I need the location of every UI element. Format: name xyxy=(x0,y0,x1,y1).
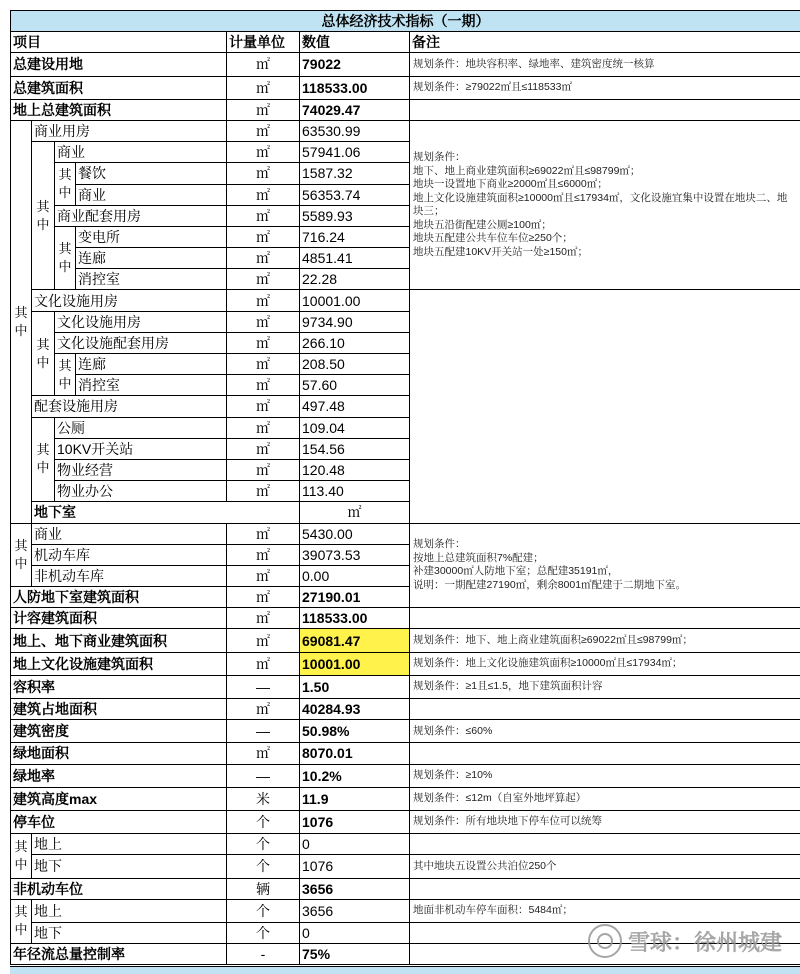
row-value: 8070.01 xyxy=(300,743,410,764)
row-label: 人防地下室建筑面积 xyxy=(11,587,227,608)
row-value: 1076 xyxy=(300,855,410,878)
row-value: 5589.93 xyxy=(300,205,410,226)
row-note: 规划条件：≤12m（自室外地坪算起） xyxy=(410,787,800,810)
row-value: 266.10 xyxy=(300,332,410,353)
row-value-highlighted: 10001.00 xyxy=(300,652,410,675)
planning-note-above: 规划条件： 地下、地上商业建筑面积≥69022㎡且≤98799㎡； 地块一设置地下商业≥2000㎡且≤6000㎡； 地上文化设施建筑面积≥10000㎡且≤17934㎡，文化设施宜集中设置在地块二、地块三； 地块五沿街配建公厕≥100㎡； 地块五配建公共车位车位≥250个； 地块五配建10KV开关站一处≥150㎡； xyxy=(410,120,800,290)
header-item: 项目 xyxy=(11,32,227,53)
row-label: 非机动车库 xyxy=(32,565,227,586)
qizhong-label: 其 中 xyxy=(11,120,32,523)
table-row xyxy=(11,720,800,743)
row-value: 11.9 xyxy=(300,787,410,810)
table-row xyxy=(11,743,800,764)
row-unit: ㎡ xyxy=(227,481,300,502)
row-value: 118533.00 xyxy=(300,76,410,99)
row-value: 57.60 xyxy=(300,375,410,396)
qizhong-label: 其 中 xyxy=(11,523,32,587)
row-unit: 个 xyxy=(227,834,300,855)
row-note: 地面非机动车停车面积：5484㎡； xyxy=(410,899,800,922)
table-row xyxy=(11,878,800,899)
table-row xyxy=(11,629,800,652)
row-value: 9734.90 xyxy=(300,311,410,332)
row-unit: ㎡ xyxy=(227,629,300,652)
table-row xyxy=(11,652,800,675)
table-row xyxy=(11,120,800,141)
row-value: 50.98% xyxy=(300,720,410,743)
row-label: 建筑占地面积 xyxy=(11,699,227,720)
row-label: 商业配套用房 xyxy=(55,205,227,226)
watermark xyxy=(588,923,782,959)
row-value: 10.2% xyxy=(300,764,410,787)
table-row xyxy=(11,787,800,810)
row-value: 22.28 xyxy=(300,269,410,290)
row-unit: ㎡ xyxy=(227,53,300,76)
row-unit: ㎡ xyxy=(227,120,300,141)
qizhong-label: 其 中 xyxy=(11,834,32,878)
row-value-highlighted: 69081.47 xyxy=(300,629,410,652)
row-unit: ㎡ xyxy=(227,438,300,459)
row-value: 120.48 xyxy=(300,459,410,480)
row-unit: ㎡ xyxy=(227,417,300,438)
row-label: 停车位 xyxy=(11,810,227,833)
row-unit: - xyxy=(227,944,300,965)
row-label: 文化设施配套用房 xyxy=(55,332,227,353)
snowball-logo-icon xyxy=(588,924,622,958)
table-row xyxy=(11,608,800,629)
table-row xyxy=(11,290,800,311)
row-note xyxy=(410,743,800,764)
row-label: 地上文化设施建筑面积 xyxy=(11,652,227,675)
row-unit: ㎡ xyxy=(227,163,300,184)
row-note: 规划条件：≥79022㎡且≤118533㎡ xyxy=(410,76,800,99)
row-label: 绿地率 xyxy=(11,764,227,787)
row-label: 绿地面积 xyxy=(11,743,227,764)
row-label: 变电所 xyxy=(76,226,227,247)
row-label: 年径流总量控制率 xyxy=(11,944,227,965)
row-value: 1587.32 xyxy=(300,163,410,184)
header-unit: 计量单位 xyxy=(227,32,300,53)
row-unit: ㎡ xyxy=(227,523,300,544)
qizhong-label: 其 中 xyxy=(32,311,55,396)
row-label: 文化设施用房 xyxy=(55,311,227,332)
row-note xyxy=(410,878,800,899)
row-label: 总建筑面积 xyxy=(11,76,227,99)
row-value: 74029.47 xyxy=(300,99,410,120)
row-label: 物业经营 xyxy=(55,459,227,480)
row-value: 10001.00 xyxy=(300,290,410,311)
row-value: 3656 xyxy=(300,899,410,922)
row-value: 57941.06 xyxy=(300,142,410,163)
row-note: 规划条件：所有地块地下停车位可以统筹 xyxy=(410,810,800,833)
row-label: 文化设施用房 xyxy=(32,290,227,311)
qizhong-label: 其 中 xyxy=(32,417,55,502)
row-label: 地上总建筑面积 xyxy=(11,99,227,120)
row-unit: 个 xyxy=(227,810,300,833)
row-label: 建筑高度max xyxy=(11,787,227,810)
row-value: 63530.99 xyxy=(300,120,410,141)
row-note: 其中地块五设置公共泊位250个 xyxy=(410,855,800,878)
row-note: 规划条件：地上文化设施建筑面积≥10000㎡且≤17934㎡； xyxy=(410,652,800,675)
row-unit: ㎡ xyxy=(227,76,300,99)
row-label: 餐饮 xyxy=(76,163,227,184)
row-label: 非机动车位 xyxy=(11,878,227,899)
qizhong-label: 其 中 xyxy=(11,899,32,943)
row-unit: ㎡ xyxy=(227,375,300,396)
row-label: 地下 xyxy=(32,855,227,878)
row-value: 5430.00 xyxy=(300,523,410,544)
table-row xyxy=(11,764,800,787)
row-label: 商业 xyxy=(76,184,227,205)
row-value: 3656 xyxy=(300,878,410,899)
watermark-text: 雪球：徐州城建 xyxy=(628,926,782,957)
table-title: 总体经济技术指标（一期） xyxy=(11,11,800,32)
row-value: 0 xyxy=(300,922,410,943)
row-unit: ㎡ xyxy=(227,332,300,353)
table-row xyxy=(11,899,800,922)
row-unit: 个 xyxy=(227,855,300,878)
row-unit: ㎡ xyxy=(227,184,300,205)
row-unit: 辆 xyxy=(227,878,300,899)
row-unit: ㎡ xyxy=(227,459,300,480)
row-label: 物业办公 xyxy=(55,481,227,502)
row-unit: — xyxy=(227,675,300,698)
table-row xyxy=(11,76,800,99)
table-row xyxy=(11,523,800,544)
row-unit: ㎡ xyxy=(227,354,300,375)
row-unit: — xyxy=(227,764,300,787)
row-value: 39073.53 xyxy=(300,544,410,565)
row-note: 规划条件：地下、地上商业建筑面积≥69022㎡且≤98799㎡； xyxy=(410,629,800,652)
row-label: 地上 xyxy=(32,834,227,855)
qizhong-label: 其 中 xyxy=(55,354,76,396)
row-value: 208.50 xyxy=(300,354,410,375)
row-note xyxy=(410,290,800,523)
row-value: 118533.00 xyxy=(300,608,410,629)
row-unit: ㎡ xyxy=(227,396,300,417)
row-unit: ㎡ xyxy=(227,205,300,226)
row-value: 4851.41 xyxy=(300,248,410,269)
row-label: 消控室 xyxy=(76,269,227,290)
row-value: 716.24 xyxy=(300,226,410,247)
row-value: 56353.74 xyxy=(300,184,410,205)
table-row xyxy=(11,99,800,120)
row-value: 40284.93 xyxy=(300,699,410,720)
table-row xyxy=(11,810,800,833)
row-label: 10KV开关站 xyxy=(55,438,227,459)
row-unit: ㎡ xyxy=(227,743,300,764)
row-unit: — xyxy=(227,720,300,743)
table-row xyxy=(11,699,800,720)
row-unit: ㎡ xyxy=(227,587,300,608)
row-value: 1076 xyxy=(300,810,410,833)
row-label: 配套设施用房 xyxy=(32,396,227,417)
row-label: 地下室 xyxy=(32,502,300,523)
row-value: 27190.01 xyxy=(300,587,410,608)
row-label: 总建设用地 xyxy=(11,53,227,76)
qizhong-label: 其 中 xyxy=(55,163,76,205)
row-label: 商业 xyxy=(32,523,227,544)
row-unit: ㎡ xyxy=(227,544,300,565)
row-unit: ㎡ xyxy=(227,269,300,290)
row-label: 地上、地下商业建筑面积 xyxy=(11,629,227,652)
row-label: 计容建筑面积 xyxy=(11,608,227,629)
row-note: 规划条件：≥1且≤1.5，地下建筑面积计容 xyxy=(410,675,800,698)
row-note xyxy=(410,99,800,120)
row-label: 机动车库 xyxy=(32,544,227,565)
qizhong-label: 其 中 xyxy=(55,226,76,290)
row-unit: ㎡ xyxy=(227,699,300,720)
row-unit: ㎡ xyxy=(227,311,300,332)
indicator-table xyxy=(10,10,800,965)
row-value: 75% xyxy=(300,944,410,965)
row-label: 容积率 xyxy=(11,675,227,698)
table-row xyxy=(11,834,800,855)
row-label: 地上 xyxy=(32,899,227,922)
row-unit: ㎡ xyxy=(227,565,300,586)
table-row xyxy=(11,855,800,878)
row-label: 消控室 xyxy=(76,375,227,396)
row-label: 商业用房 xyxy=(32,120,227,141)
row-value: 0.00 xyxy=(300,565,410,586)
row-unit: ㎡ xyxy=(227,652,300,675)
row-value: 79022 xyxy=(300,53,410,76)
row-note: 规划条件：≤60% xyxy=(410,720,800,743)
row-value: 154.56 xyxy=(300,438,410,459)
row-note xyxy=(410,608,800,629)
row-label: 公厕 xyxy=(55,417,227,438)
header-value: 数值 xyxy=(300,32,410,53)
row-unit: ㎡ xyxy=(227,608,300,629)
row-unit: ㎡ xyxy=(227,290,300,311)
row-label: 建筑密度 xyxy=(11,720,227,743)
planning-note-basement: 规划条件： 按地上总建筑面积7%配建； 补建30000㎡人防地下室；总配建35191㎡， 说明：一期配建27190㎡，剩余8001㎡配建于二期地下室。 xyxy=(410,523,800,608)
row-unit: ㎡ xyxy=(227,142,300,163)
table-row xyxy=(11,53,800,76)
row-unit: 个 xyxy=(227,922,300,943)
row-value: 113.40 xyxy=(300,481,410,502)
row-unit: 个 xyxy=(227,899,300,922)
row-label: 连廊 xyxy=(76,248,227,269)
row-value: 1.50 xyxy=(300,675,410,698)
row-unit: ㎡ xyxy=(227,226,300,247)
row-unit: ㎡ xyxy=(300,502,410,523)
table-row xyxy=(11,675,800,698)
row-value: 497.48 xyxy=(300,396,410,417)
header-note: 备注 xyxy=(410,32,800,53)
qizhong-label: 其 中 xyxy=(32,142,55,290)
row-note: 规划条件：地块容积率、绿地率、建筑密度统一核算 xyxy=(410,53,800,76)
row-value: 109.04 xyxy=(300,417,410,438)
row-label: 地下 xyxy=(32,922,227,943)
row-value: 0 xyxy=(300,834,410,855)
row-label: 连廊 xyxy=(76,354,227,375)
row-unit: ㎡ xyxy=(227,99,300,120)
row-unit: ㎡ xyxy=(227,248,300,269)
row-note: 规划条件：≥10% xyxy=(410,764,800,787)
row-label: 商业 xyxy=(55,142,227,163)
row-note xyxy=(410,834,800,855)
row-note xyxy=(410,699,800,720)
row-unit: 米 xyxy=(227,787,300,810)
header-row xyxy=(11,32,800,53)
